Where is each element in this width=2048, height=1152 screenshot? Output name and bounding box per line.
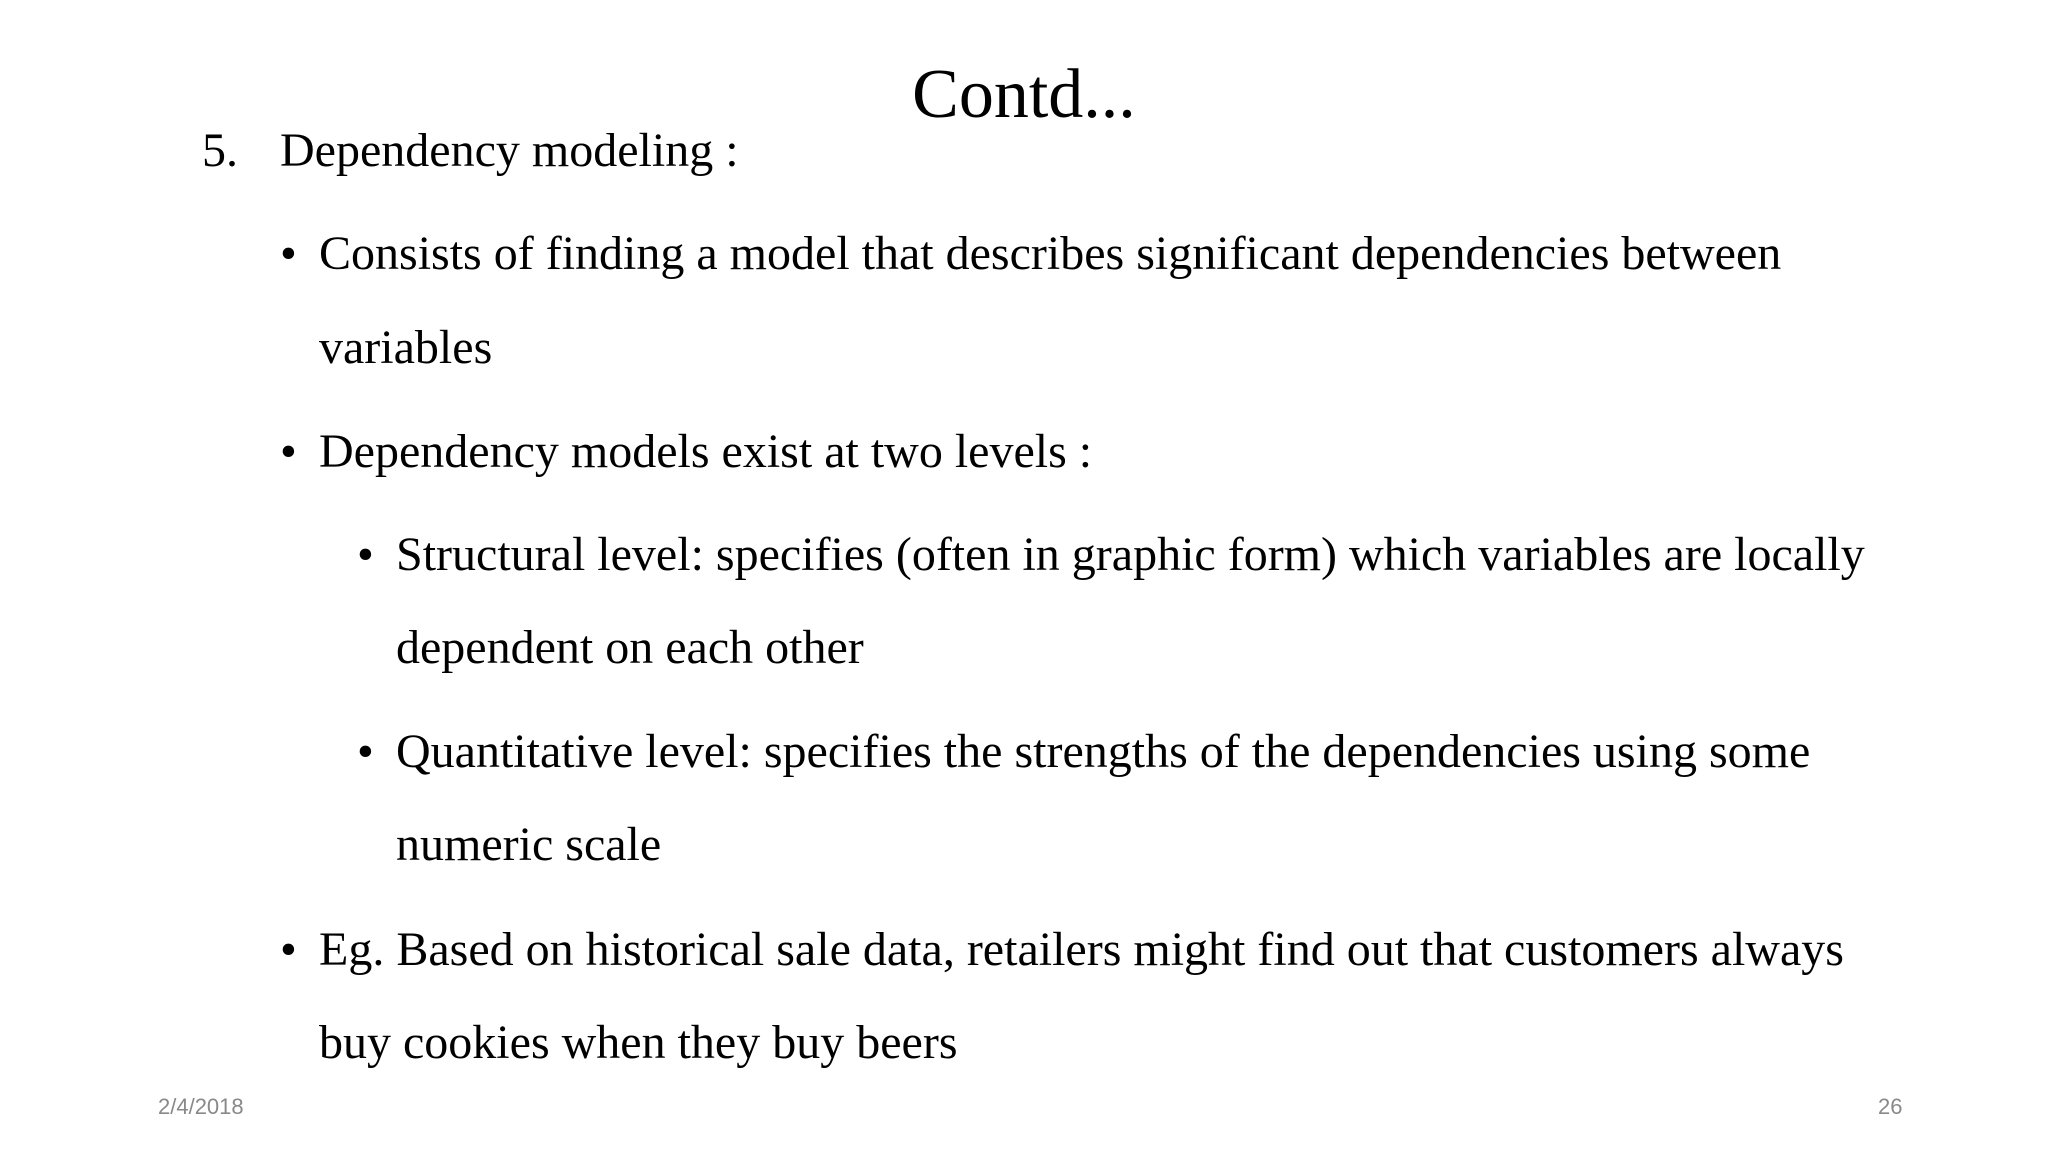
bullet-text-line: Consists of finding a model that describes significant dependencies between [319,227,1782,280]
sub-bullet-marker: • [357,528,374,581]
sub-bullet-text-line: dependent on each other [396,621,864,674]
item-number: 5. [202,124,238,177]
footer-page-number: 26 [1878,1094,1903,1119]
bullet-text-line: buy cookies when they buy beers [319,1016,958,1069]
sub-bullet-text-line: Structural level: specifies (often in graphic form) which variables are locally [396,528,1865,581]
bullet-text-line: Dependency models exist at two levels : [319,425,1093,478]
slide-title: Contd... [912,56,1136,133]
bullet-marker: • [280,425,297,478]
sub-bullet-marker: • [357,725,374,778]
bullet-marker: • [280,923,297,976]
footer-date: 2/4/2018 [158,1094,244,1119]
bullet-marker: • [280,227,297,280]
item-heading: Dependency modeling : [280,124,739,177]
bullet-text-line: variables [319,321,493,374]
sub-bullet-text-line: Quantitative level: specifies the strengths of the dependencies using some [396,725,1811,778]
bullet-text-line: Eg. Based on historical sale data, retailers might find out that customers always [319,923,1844,976]
sub-bullet-text-line: numeric scale [396,818,662,871]
